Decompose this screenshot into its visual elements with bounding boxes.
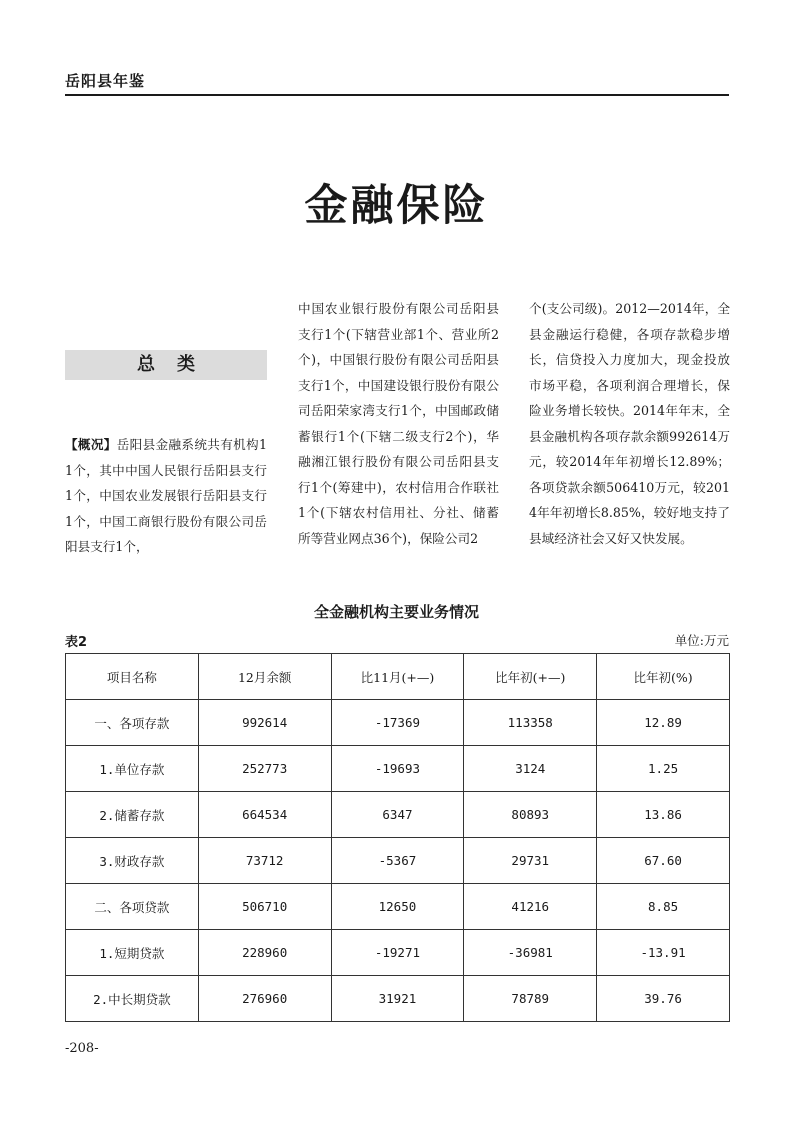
col-header-vs-nov: 比11月(+—) [331,654,464,700]
cell-value: 113358 [464,700,597,746]
table-row [66,884,730,930]
cell-value: 506710 [198,884,331,930]
cell-value: -19693 [331,746,464,792]
body-column-2: 中国农业银行股份有限公司岳阳县支行1个(下辖营业部1个、营业所2个)，中国银行股份有限公司岳阳县支行1个，中国建设银行股份有限公司岳阳荣家湾支行1个，中国邮政储蓄银行1个(下辖二级支行2个)，华融湘江银行股份有限公司岳阳县支行1个(筹建中)，农村信用合作联社1个(下辖农村信用社、分社、储蓄所等营业网点36个)，保险公司2 [298,301,499,546]
cell-value: -5367 [331,838,464,884]
cell-item: 二、各项贷款 [66,884,199,930]
cell-value: -19271 [331,930,464,976]
col-header-dec-balance: 12月余额 [198,654,331,700]
section-heading: 总类 [65,350,267,380]
cell-value: 8.85 [597,884,730,930]
cell-value: 29731 [464,838,597,884]
cell-value: -17369 [331,700,464,746]
page-number: -208- [65,1041,99,1056]
cell-item: 1.单位存款 [66,746,199,792]
cell-value: 228960 [198,930,331,976]
cell-value: 39.76 [597,976,730,1022]
overview-label: 【概况】 [65,437,117,452]
table-row [66,700,730,746]
cell-item: 2.中长期贷款 [66,976,199,1022]
cell-value: 992614 [198,700,331,746]
cell-value: 78789 [464,976,597,1022]
cell-value: 73712 [198,838,331,884]
cell-value: -36981 [464,930,597,976]
cell-value: 12650 [331,884,464,930]
cell-item: 一、各项存款 [66,700,199,746]
cell-value: 6347 [331,792,464,838]
table-label: 表2 [65,635,88,650]
body-text-1: 岳阳县金融系统共有机构11个，其中中国人民银行岳阳县支行1个，中国农业发展银行岳阳县支行1个，中国工商银行股份有限公司岳阳县支行1个， [65,437,268,554]
table-title: 全金融机构主要业务情况 [313,603,479,621]
cell-value: 1.25 [597,746,730,792]
cell-value: 12.89 [597,700,730,746]
col-header-vs-start: 比年初(+—) [464,654,597,700]
table-row [66,746,730,792]
running-header-title: 岳阳县年鉴 [65,72,146,90]
cell-value: 67.60 [597,838,730,884]
table-header-row [66,654,730,700]
table-row [66,792,730,838]
cell-value: 3124 [464,746,597,792]
cell-value: 252773 [198,746,331,792]
col-header-item: 项目名称 [66,654,199,700]
cell-value: 31921 [331,976,464,1022]
body-column-3: 个(支公司级)。2012—2014年，全县金融运行稳健，各项存款稳步增长，信贷投入力度加大，现金投放市场平稳，各项利润合理增长，保险业务增长较快。2014年年末，全县金融机构各项存款余额992614万元，较2014年年初增长12.89%；各项贷款余额506410万元，较2014年年初增长8.85%，较好地支持了县域经济社会又好又快发展。 [529,301,730,546]
table-row [66,976,730,1022]
cell-value: 664534 [198,792,331,838]
body-column-1 [65,432,267,560]
cell-value: -13.91 [597,930,730,976]
col-header-vs-start-pct: 比年初(%) [597,654,730,700]
cell-value: 276960 [198,976,331,1022]
cell-item: 1.短期贷款 [66,930,199,976]
table-row [66,930,730,976]
cell-value: 41216 [464,884,597,930]
chapter-title: 金融保险 [304,181,489,231]
cell-item: 3.财政存款 [66,838,199,884]
cell-value: 13.86 [597,792,730,838]
table-row [66,838,730,884]
header-rule [65,94,729,96]
table-unit: 单位:万元 [674,633,729,648]
cell-item: 2.储蓄存款 [66,792,199,838]
cell-value: 80893 [464,792,597,838]
business-table [65,653,730,1022]
